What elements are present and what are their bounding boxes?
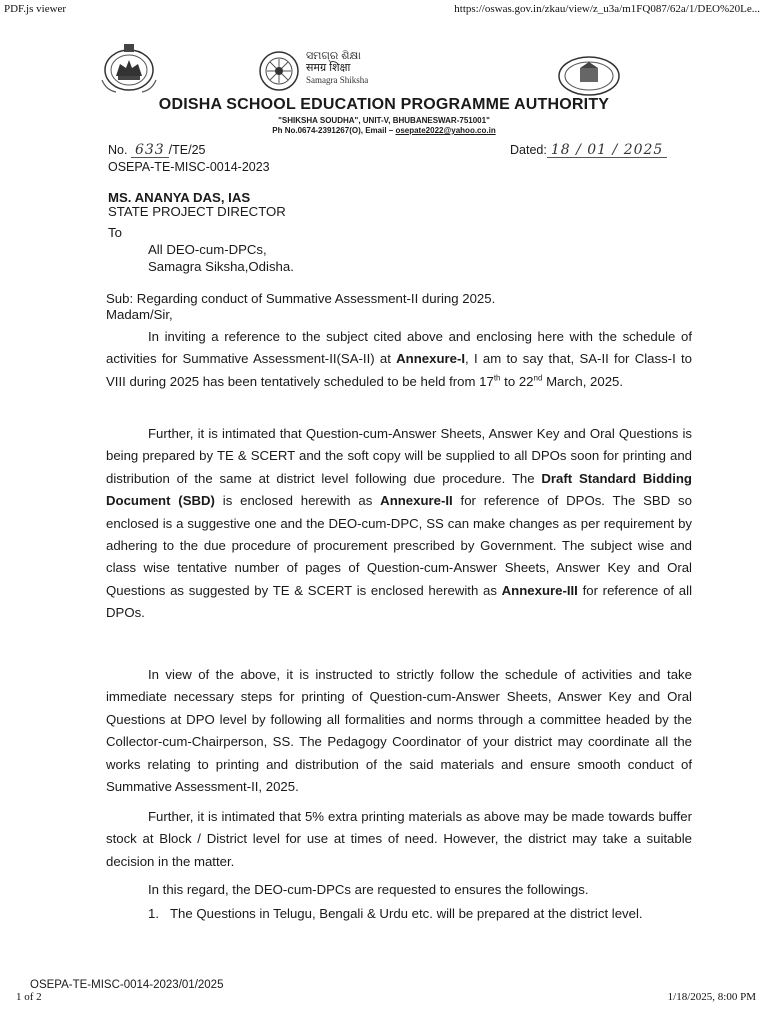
body-paragraph-4: Further, it is intimated that 5% extra printing materials as above may be made towards buffer stock at Block / District level for use at times of need. However, the district may take a suitable decision in the matter. xyxy=(106,809,692,869)
org-address: "SHIKSHA SOUDHA", UNIT-V, BHUBANESWAR-751001" xyxy=(278,116,490,125)
ref-no-label: No. xyxy=(108,143,128,157)
body-paragraph-1: In inviting a reference to the subject cited above and enclosing here with the schedule of activities for Summative Assessment-II(SA-II) at Annexure-I, I am to say that, SA-II for Class-I to VIII during 2025 has been tentatively scheduled to be held from 17th to 22nd March, 2025. xyxy=(106,329,692,389)
org-email-link[interactable]: osepate2022@yahoo.co.in xyxy=(395,126,496,135)
annexure-2-ref: Annexure-II xyxy=(380,493,453,509)
ref-no-handwritten: 633 xyxy=(131,144,169,158)
list-item-number: 1. xyxy=(148,906,159,921)
logo-text-odia: ସମଗ୍ର ଶିକ୍ଷା xyxy=(306,50,361,62)
logo-text-hindi: समग्र शिक्षा xyxy=(306,62,351,74)
salutation: Madam/Sir, xyxy=(106,307,173,322)
list-item xyxy=(148,904,692,923)
samagra-shiksha-logo-text xyxy=(306,50,368,86)
org-phone: Ph No.0674-2391267(O), Email – xyxy=(272,126,396,135)
body-paragraph-2: Further, it is intimated that Question-cum-Answer Sheets, Answer Key and Oral Questions is being prepared by TE & SCERT and the soft copy will be supplied to all DPOs soon for printing and distribution of the same at district level following due procedure. The Draft Standard Bidding Document (SBD) is enclosed herewith as Annexure-II for reference of DPOs. The SBD so enclosed is a suggestive one and the DEO-cum-DPC, SS can make changes as per requirement by adhering to the due procedure of procurement prescribed by Government. The subject wise and class wise tentative number of pages of Question-cum-Answer Sheets, Answer Key and Oral Questions as suggested by TE & SCERT is enclosed herewith as Annexure-III for reference of all DPOs. xyxy=(106,426,693,621)
org-contact xyxy=(0,126,768,135)
recipient-line-2: Samagra Siksha,Odisha. xyxy=(148,259,294,274)
signatory-title: STATE PROJECT DIRECTOR xyxy=(108,204,286,219)
signatory-name: MS. ANANYA DAS, IAS xyxy=(108,190,251,205)
footer-file-code: OSEPA-TE-MISC-0014-2023/01/2025 xyxy=(30,979,224,991)
page-indicator: 1 of 2 xyxy=(16,991,42,1003)
odisha-govt-emblem-icon xyxy=(96,40,162,98)
browser-app-name: PDF.js viewer xyxy=(4,3,67,15)
body-paragraph-3: In view of the above, it is instructed to strictly follow the schedule of activities and take immediate necessary steps for printing of Question-cum-Answer Sheets, Answer Key and Oral Questions at DPO level by following all formalities and norms through a committee headed by the Collector-cum-Chairperson, SS. The Pedagogy Coordinator of your district may coordinate all the works relating to printing and distribution of the said materials and ensure smooth conduct of Summative Assessment-II, 2025. xyxy=(106,667,692,795)
subject-line: Sub: Regarding conduct of Summative Assessment-II during 2025. xyxy=(106,291,496,306)
print-timestamp: 1/18/2025, 8:00 PM xyxy=(667,991,756,1003)
logo-text-english: Samagra Shiksha xyxy=(306,75,369,85)
ref-no-suffix: /TE/25 xyxy=(168,143,206,157)
list-item-text: The Questions in Telugu, Bengali & Urdu etc. will be prepared at the district level. xyxy=(170,906,643,921)
letter-date xyxy=(510,143,667,158)
org-name: ODISHA SCHOOL EDUCATION PROGRAMME AUTHORITY xyxy=(158,96,610,113)
annexure-1-ref: Annexure-I xyxy=(396,351,466,367)
osepa-seal-icon xyxy=(556,54,622,98)
date-handwritten: 18 / 01 / 2025 xyxy=(547,144,668,158)
reference-number xyxy=(108,143,206,158)
to-label: To xyxy=(108,225,122,240)
date-label: Dated: xyxy=(510,143,547,157)
file-code: OSEPA-TE-MISC-0014-2023 xyxy=(108,160,270,174)
body-paragraph-5: In this regard, the DEO-cum-DPCs are requested to ensures the followings. xyxy=(148,882,589,897)
recipient-line-1: All DEO-cum-DPCs, xyxy=(148,242,267,257)
annexure-3-ref: Annexure-III xyxy=(501,582,578,598)
sbd-ref: Draft Standard Bidding Document (SBD) xyxy=(106,470,692,509)
samagra-shiksha-logo-icon xyxy=(258,50,300,92)
browser-url[interactable]: https://oswas.gov.in/zkau/view/z_u3a/m1FQ087/62a/1/DEO%20Le... xyxy=(454,3,760,15)
